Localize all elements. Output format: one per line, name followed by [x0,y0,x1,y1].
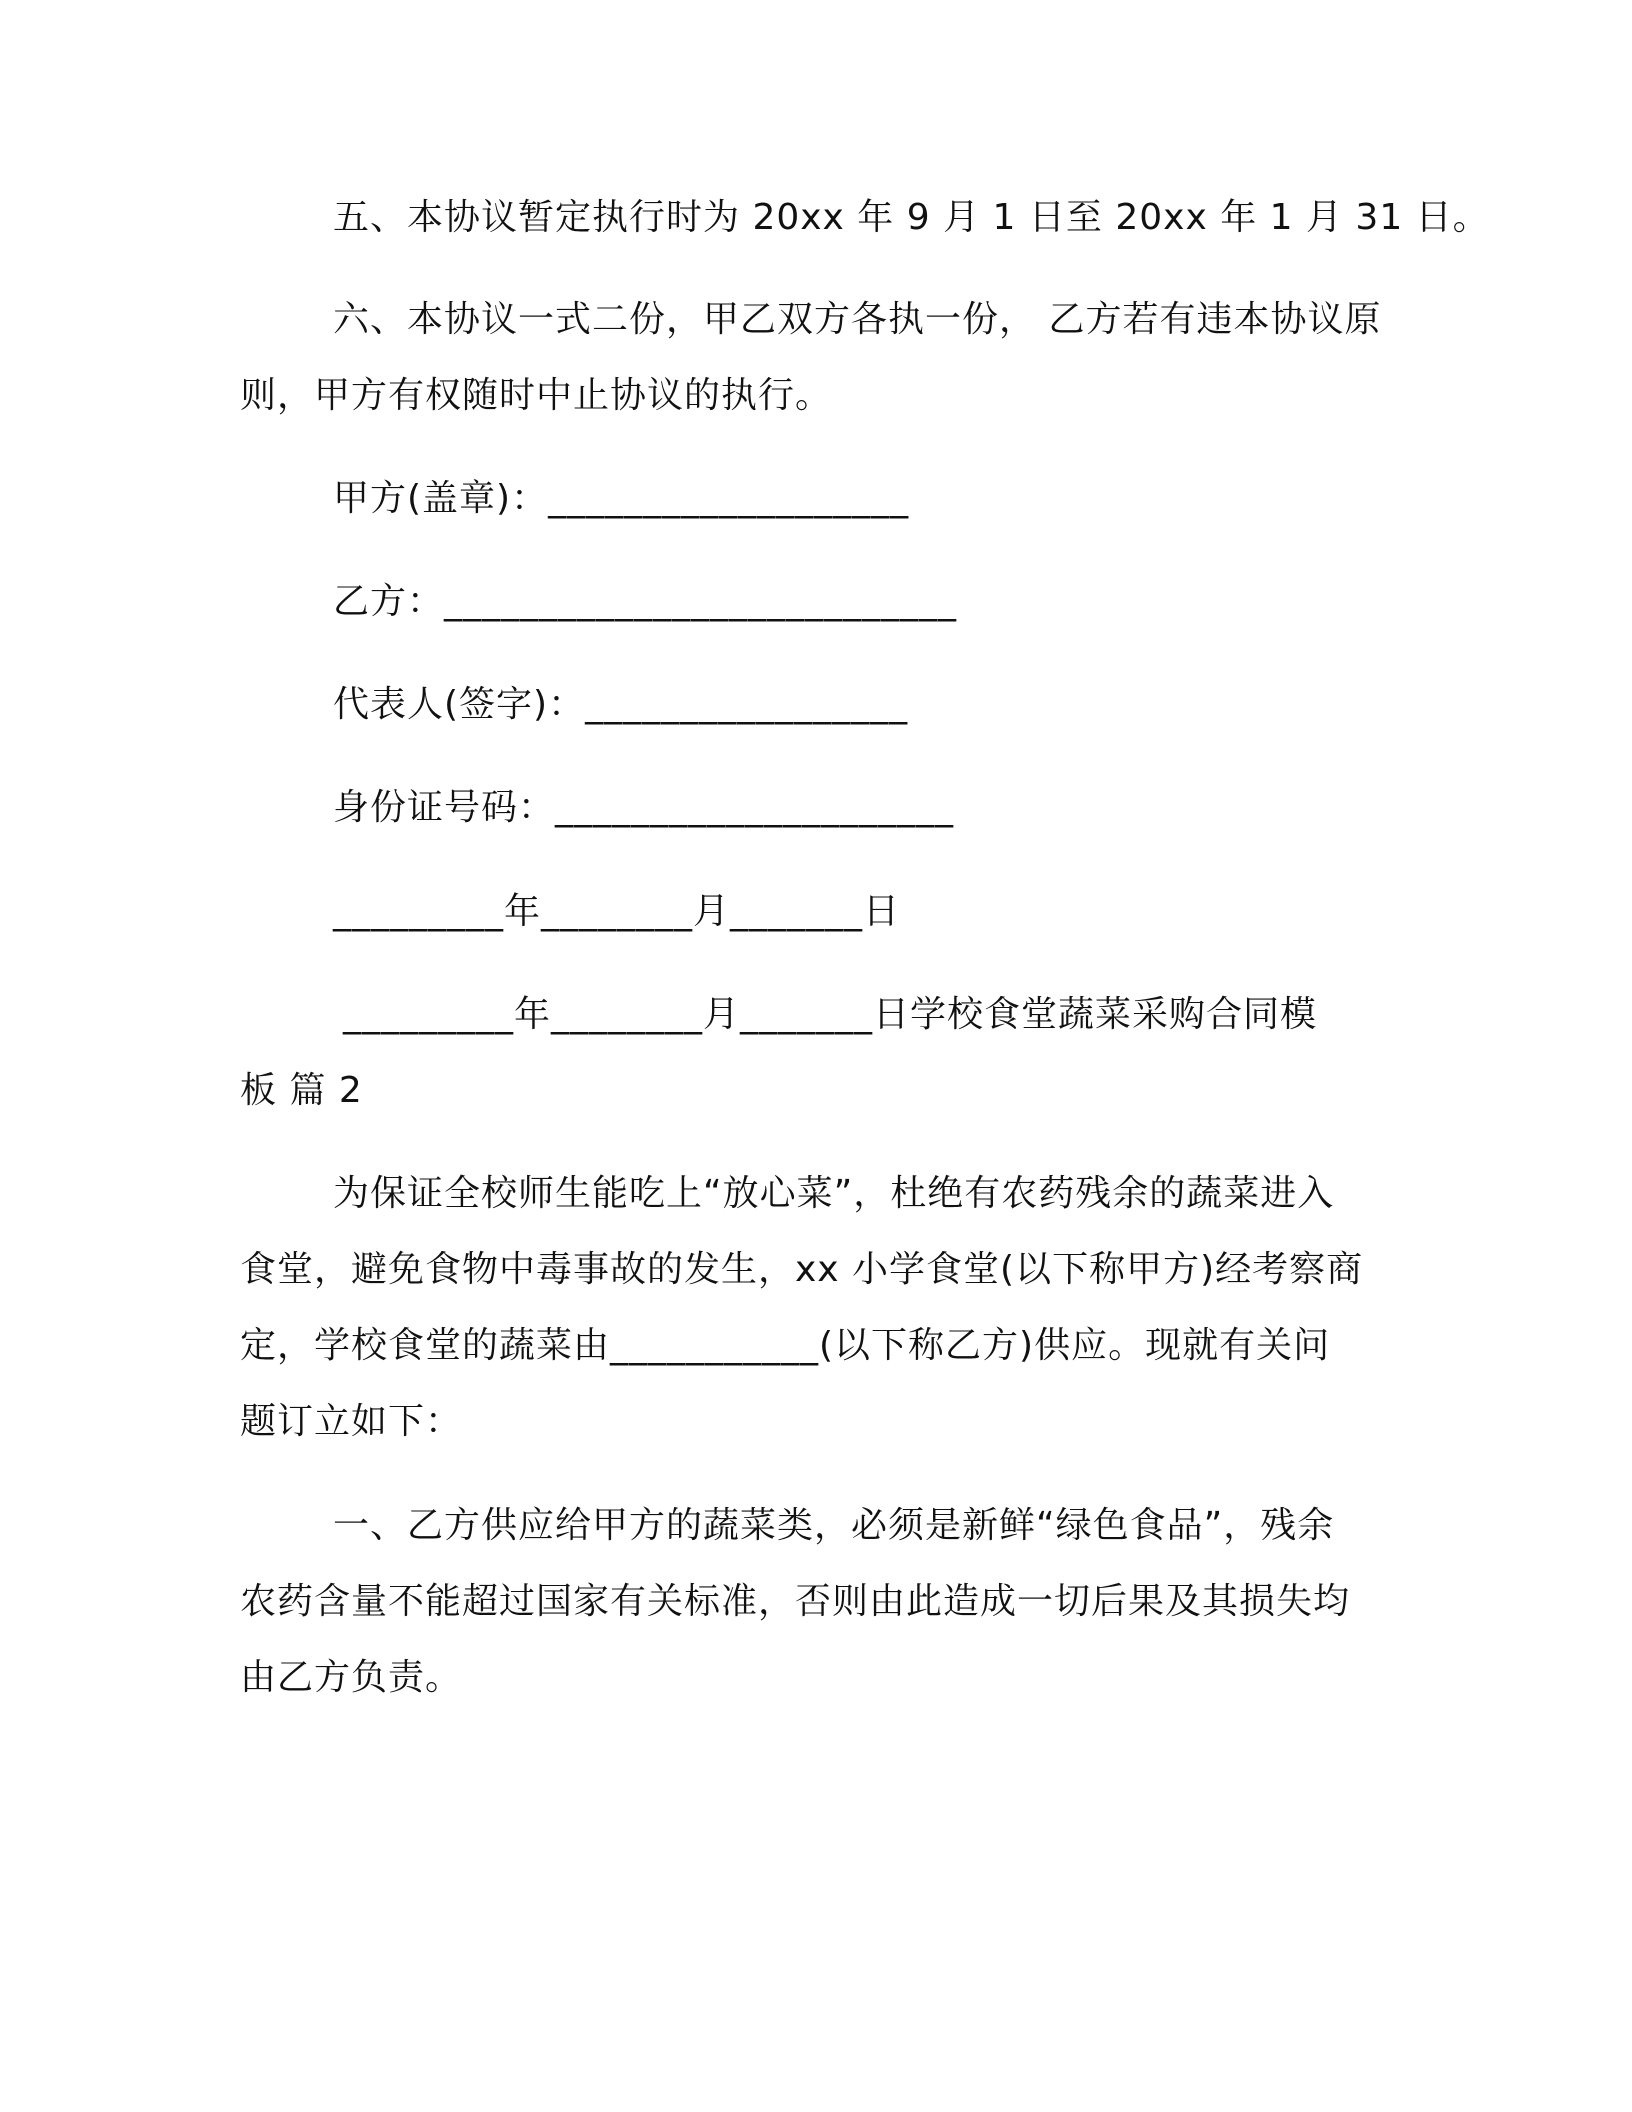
item-1-line-1: 一、乙方供应给甲方的蔬菜类，必须是新鲜“绿色食品”，残余 [333,1505,1335,1546]
representative-signature-line: 代表人(签字)：_________________ [333,684,909,725]
party-b-signature-line: 乙方：___________________________ [333,581,958,622]
id-number-line: 身份证号码：_____________________ [333,787,955,828]
intro-line-3: 定，学校食堂的蔬菜由___________(以下称乙方)供应。现就有关问 [240,1325,1331,1366]
intro-line-1: 为保证全校师生能吃上“放心菜”，杜绝有农药残余的蔬菜进入 [333,1173,1335,1214]
clause-6-line-2: 则，甲方有权随时中止协议的执行。 [240,375,833,416]
intro-line-4: 题订立如下： [240,1401,463,1442]
clause-5-text: 五、本协议暂定执行时为 20xx 年 9 月 1 日至 20xx 年 1 月 31 日。 [333,197,1490,238]
section-2-heading-line-1: _________年________月_______日学校食堂蔬菜采购合同模 [343,994,1318,1035]
item-1-line-2: 农药含量不能超过国家有关标准，否则由此造成一切后果及其损失均 [240,1581,1351,1622]
clause-6-line-1: 六、本协议一式二份，甲乙双方各执一份， 乙方若有违本协议原 [333,299,1382,340]
date-line: _________年________月_______日 [333,891,900,932]
item-1-line-3: 由乙方负责。 [240,1657,463,1698]
section-2-heading-line-2: 板 篇 2 [240,1070,363,1111]
party-a-signature-line: 甲方(盖章)：___________________ [333,478,910,519]
intro-line-2: 食堂，避免食物中毒事故的发生，xx 小学食堂(以下称甲方)经考察商 [240,1249,1364,1290]
